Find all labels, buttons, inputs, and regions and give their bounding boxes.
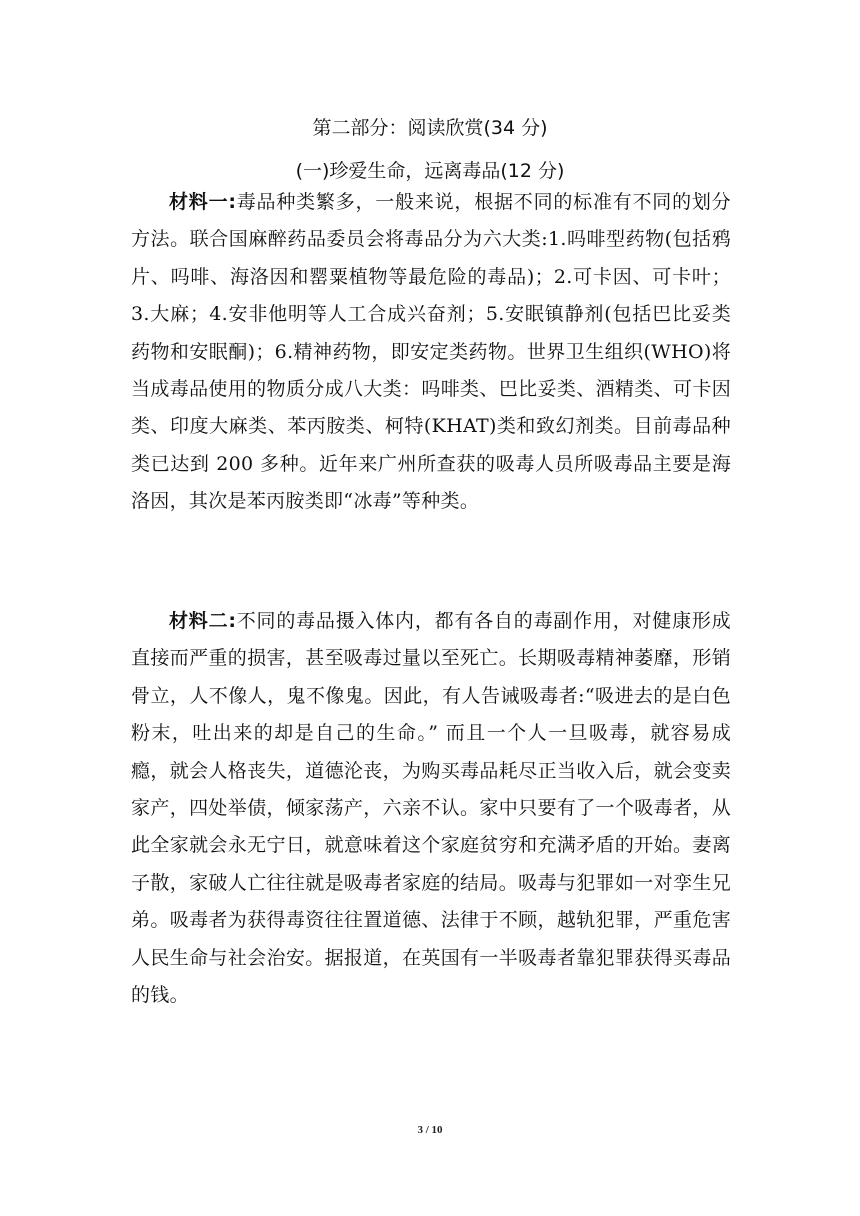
- material-two-text: 不同的毒品摄入体内，都有各自的毒副作用，对健康形成直接而严重的损害，甚至吸毒过量以至死亡。长期吸毒精神萎靡，形销骨立，人不像人，鬼不像鬼。因此，有人告诫吸毒者:“吸进去的是白色粉末，吐出来的却是自己的生命。” 而且一个人一旦吸毒，就容易成瘾，就会人格丧失，道德沦丧，为购买毒品耗尽正当收入后，就会变卖家产，四处举债，倾家荡产，六亲不认。家中只要有了一个吸毒者，从此全家就会永无宁日，就意味着这个家庭贫穷和充满矛盾的开始。妻离子散，家破人亡往往就是吸毒者家庭的结局。吸毒与犯罪如一对孪生兄弟。吸毒者为获得毒资往往置道德、法律于不顾，越轨犯罪，严重危害人民生命与社会治安。据报道，在英国有一半吸毒者靠犯罪获得买毒品的钱。: [131, 610, 731, 1007]
- page-number: 3 / 10: [417, 1124, 443, 1136]
- material-one-text: 毒品种类繁多，一般来说，根据不同的标准有不同的划分方法。联合国麻醉药品委员会将毒品分为六大类:1.吗啡型药物(包括鸦片、吗啡、海洛因和罂粟植物等最危险的毒品)；2.可卡因、可卡叶；3.大麻；4.安非他明等人工合成兴奋剂；5.安眠镇静剂(包括巴比妥类药物和安眠酮)；6.精神药物，即安定类药物。世界卫生组织(WHO)将当成毒品使用的物质分成八大类：吗啡类、巴比妥类、酒精类、可卡因类、印度大麻类、苯丙胺类、柯特(KHAT)类和致幻剂类。目前毒品种类已达到 200 多种。近年来广州所查获的吸毒人员所吸毒品主要是海洛因，其次是苯丙胺类即“冰毒”等种类。: [131, 191, 731, 513]
- section-title: 第二部分：阅读欣赏(34 分): [312, 117, 548, 139]
- material-two-paragraph: [131, 603, 731, 1014]
- material-two-label: 材料二:: [169, 610, 237, 632]
- section-subtitle: (一)珍爱生命，远离毒品(12 分): [295, 160, 565, 182]
- material-one-paragraph: [131, 184, 731, 521]
- material-one-label: 材料一:: [169, 191, 237, 213]
